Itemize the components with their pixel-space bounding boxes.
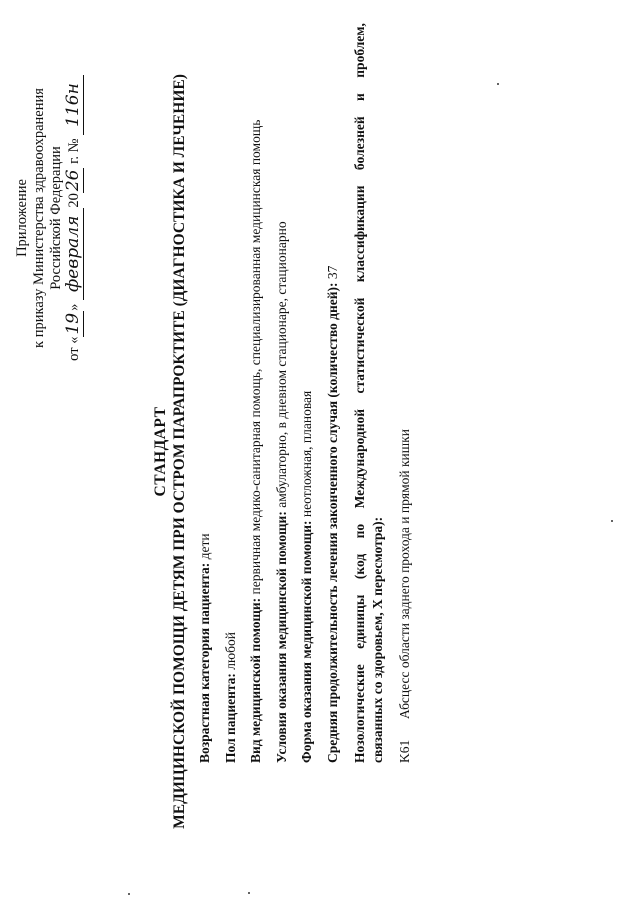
sex-label: Пол пациента: (222, 673, 238, 763)
diagnosis-row (397, 23, 413, 763)
date-year-suffix: 26 (63, 169, 83, 192)
date-prefix: от « (66, 336, 82, 361)
noso-word: болезней (352, 116, 367, 171)
field-nosology (351, 23, 387, 763)
sex-value: любой (222, 632, 238, 670)
scan-speck (611, 520, 613, 522)
standard-fields (196, 23, 413, 763)
title-subject: МЕДИЦИНСКОЙ ПОМОЩИ ДЕТЯМ ПРИ ОСТРОМ ПАРАПРОКТИТЕ (ДИАГНОСТИКА И ЛЕЧЕНИЕ) (171, 74, 188, 829)
document-title (152, 0, 189, 903)
date-month: февраля (63, 208, 84, 300)
duration-label: Средняя продолжительность лечения законченного случая (количество дней): (324, 282, 340, 763)
scan-speck (497, 83, 499, 85)
field-care-type (247, 23, 273, 763)
appendix-title: Приложение (14, 179, 30, 257)
noso-word: Нозологические (352, 664, 367, 763)
field-conditions (273, 23, 299, 763)
age-value: дети (197, 533, 212, 560)
field-sex (222, 23, 248, 763)
noso-word: по (352, 523, 367, 539)
noso-word: проблем, (352, 23, 367, 78)
field-age (196, 23, 222, 763)
duration-value: 37 (324, 265, 340, 280)
noso-word: единицы (352, 594, 367, 649)
date-day: 19 (63, 312, 83, 335)
title-standard: СТАНДАРТ (152, 406, 169, 497)
appendix-order-line: к приказу Министерства здравоохранения (31, 88, 47, 348)
date-year-prefix: 20 (66, 193, 82, 208)
form-label: Форма оказания медицинской помощи: (299, 520, 314, 763)
noso-word: статистической (352, 297, 367, 394)
conditions-label: Условия оказания медицинской помощи: (273, 511, 289, 763)
diagnosis-code: K61 (397, 739, 412, 763)
order-number: 116н (63, 75, 84, 135)
appendix-date-line (65, 38, 83, 398)
noso-word: классификации (352, 185, 367, 283)
noso-word: и (352, 93, 367, 101)
nosology-line-1 (351, 23, 369, 763)
noso-word: (код (352, 553, 367, 580)
appendix-block (14, 38, 83, 398)
nosology-line-2: связанных со здоровьем, X пересмотра): (370, 516, 385, 763)
noso-word: Международной (352, 408, 367, 509)
appendix-federation-line: Российской Федерации (48, 146, 64, 290)
care-type-value: первичная медико-санитарная помощь, специализированная медицинская помощь (248, 119, 263, 595)
form-value: неотложная, плановая (299, 390, 314, 518)
diagnosis-description: Абсцесс области заднего прохода и прямой кишки (397, 429, 412, 719)
scan-speck (128, 893, 130, 895)
date-month-sep: » (66, 303, 82, 311)
age-label: Возрастная категория пациента: (197, 562, 212, 763)
conditions-value: амбулаторно, в дневном стационаре, стационарно (273, 221, 289, 508)
scan-speck (248, 892, 250, 894)
field-duration (324, 23, 350, 763)
care-type-label: Вид медицинской помощи: (248, 597, 263, 763)
order-number-label: г. № (66, 138, 82, 164)
field-form (298, 23, 324, 763)
